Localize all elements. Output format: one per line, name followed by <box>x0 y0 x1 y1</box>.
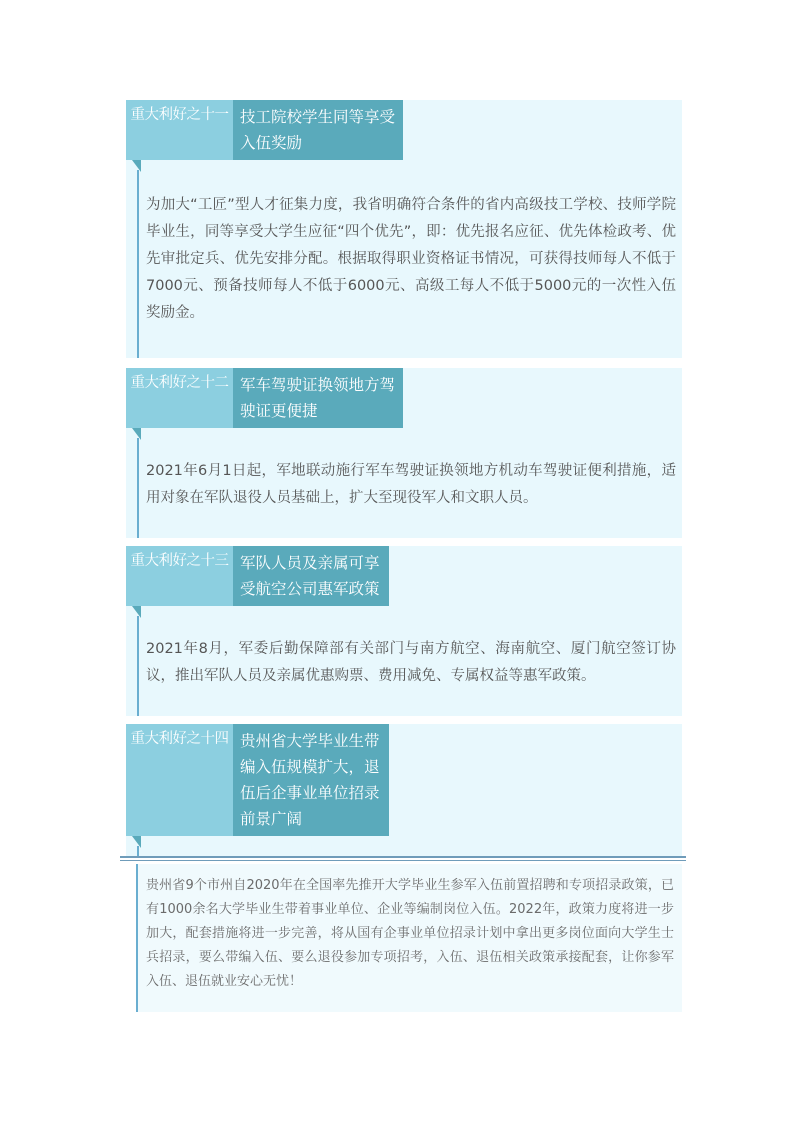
section-title: 军车驾驶证换领地方驾驶证更便捷 <box>233 368 403 428</box>
section-title: 军队人员及亲属可享受航空公司惠军政策 <box>233 546 389 606</box>
accent-line <box>137 438 139 538</box>
summary-box <box>136 864 682 1012</box>
accent-line <box>137 616 139 716</box>
section-divider <box>120 856 686 861</box>
section-body: 2021年6月1日起，军地联动施行军车驾驶证换领地方机动车驾驶证便利措施，适用对象在军队退役人员基础上，扩大至现役军人和文职人员。 <box>146 463 676 506</box>
accent-line <box>136 864 138 1012</box>
section-tag: 重大利好之十一 <box>126 100 233 130</box>
accent-line <box>137 846 139 856</box>
tag-extension <box>126 398 233 428</box>
benefit-section-11 <box>126 100 682 358</box>
tag-extension <box>126 130 233 160</box>
benefit-section-13 <box>126 546 682 716</box>
tag-extension <box>126 576 233 606</box>
summary-text: 贵州省9个市州自2020年在全国率先推开大学毕业生参军入伍前置招聘和专项招录政策，已有1000余名大学毕业生带着事业单位、企业等编制岗位入伍。2022年，政策力度将进一步加大，配套措施将进一步完善，将从国有企事业单位招录计划中拿出更多岗位面向大学生士兵招录，要么带编入伍、要么退役参加专项招考，入伍、退伍相关政策承接配套，让你参军入伍、退伍就业安心无忧！ <box>146 878 674 989</box>
section-tag: 重大利好之十四 <box>126 724 233 754</box>
section-title: 贵州省大学毕业生带编入伍规模扩大，退伍后企事业单位招录前景广阔 <box>233 724 389 836</box>
benefit-section-12 <box>126 368 682 538</box>
section-title: 技工院校学生同等享受入伍奖励 <box>233 100 403 160</box>
accent-line <box>137 170 139 358</box>
benefit-section-14 <box>126 724 682 856</box>
section-body: 为加大“工匠”型人才征集力度，我省明确符合条件的省内高级技工学校、技师学院毕业生，同等享受大学生应征“四个优先”，即：优先报名应征、优先体检政考、优先审批定兵、优先安排分配。根据取得职业资格证书情况，可获得技师每人不低于7000元、预备技师每人不低于6000元、高级工每人不低于5000元的一次性入伍奖励金。 <box>146 197 676 321</box>
tag-extension <box>126 754 233 836</box>
section-body: 2021年8月，军委后勤保障部有关部门与南方航空、海南航空、厦门航空签订协议，推出军队人员及亲属优惠购票、费用减免、专属权益等惠军政策。 <box>146 641 676 684</box>
section-tag: 重大利好之十二 <box>126 368 233 398</box>
section-tag: 重大利好之十三 <box>126 546 233 576</box>
